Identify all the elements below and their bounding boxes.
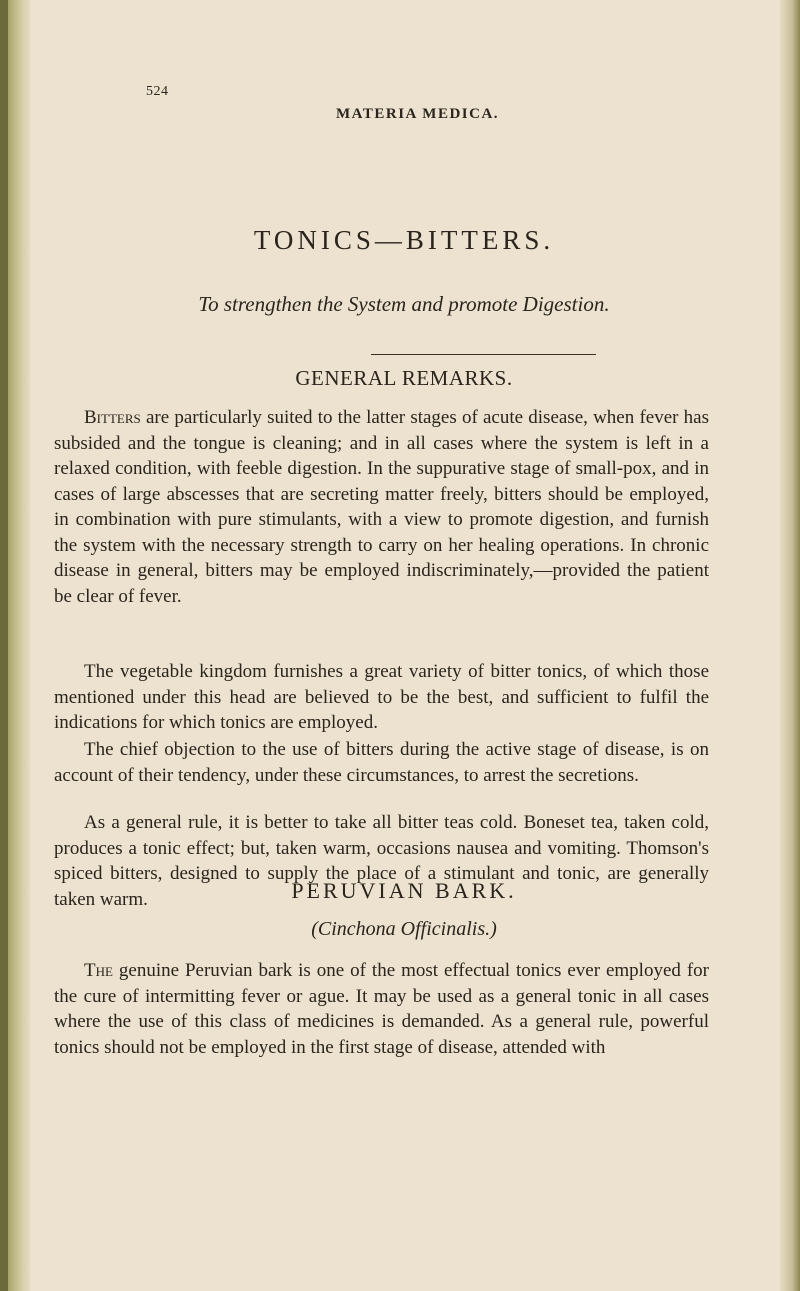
general-remarks-paragraph-2: The vegetable kingdom furnishes a great variety of bitter tonics, of which those mentioned under this head are believed to be the best, and sufficient to fulfil the indications for which tonics are employed. — [54, 661, 709, 733]
running-head: MATERIA MEDICA. — [336, 106, 500, 122]
general-remarks-paragraph-3: The chief objection to the use of bitters during the active stage of disease, is on account of their tendency, under these circumstances, to arrest the secretions. — [54, 739, 709, 786]
section-subtitle: To strengthen the System and promote Digestion. — [198, 292, 610, 316]
page-number: 524 — [146, 84, 169, 99]
peruvian-bark-latin-name: (Cinchona Officinalis.) — [311, 918, 497, 940]
peruvian-bark-heading: PERUVIAN BARK. — [291, 878, 517, 903]
general-remarks-paragraph-1 — [54, 405, 709, 609]
general-remarks-heading: GENERAL REMARKS. — [295, 366, 513, 390]
paragraph-lead: Bitters — [84, 407, 141, 428]
binding-stripe — [0, 0, 8, 1291]
section-title: TONICS—BITTERS. — [253, 225, 555, 255]
paragraph-lead: The — [84, 960, 113, 981]
page-left-edge — [0, 0, 30, 1291]
paragraph-text: are particularly suited to the latter stages of acute disease, when fever has subsided and the tongue is cleaning; and in all cases where the system is left in a relaxed condition, with feeble digestion. In the suppurative stage of small-pox, and in cases of large abscesses that are secreting matter freely, bitters should be employed, in combination with pure stimulants, with a view to promote digestion, and furnish the system with the necessary strength to carry on her healing operations. In chronic disease in general, bitters may be employed indiscriminately,—provided the patient be clear of fever. — [54, 407, 709, 607]
paragraph-text: genuine Peruvian bark is one of the most effectual tonics ever employed for the cure of intermitting fever or ague. It may be used as a general tonic in all cases where the use of this class of medicines is demanded. As a general rule, powerful tonics should not be employed in the first stage of disease, attended with — [54, 960, 709, 1058]
general-remarks-paragraph-4: As a general rule, it is better to take all bitter teas cold. Boneset tea, taken cold, produces a tonic effect; but, taken warm, occasions nausea and vomiting. Thomson's spiced bitters, designed to supply the place of a stimulant and tonic, are generally taken warm. — [54, 812, 709, 910]
book-page — [54, 0, 754, 1291]
peruvian-bark-paragraph-1 — [54, 958, 709, 1060]
page-right-edge — [780, 0, 800, 1291]
divider-rule — [371, 354, 596, 355]
